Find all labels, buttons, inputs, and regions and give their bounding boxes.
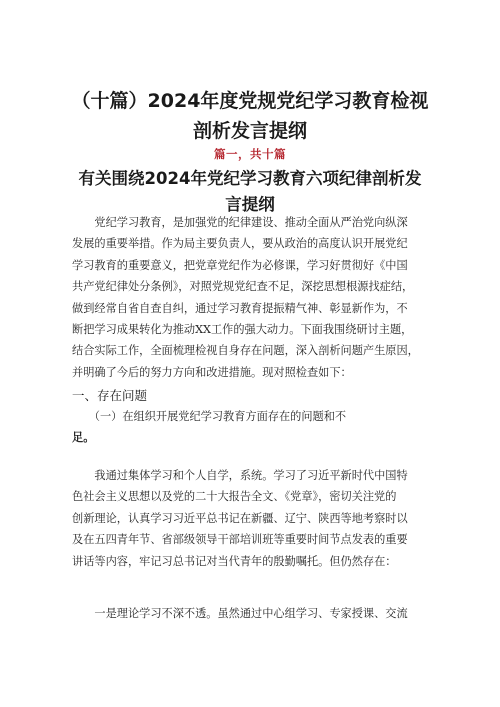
paragraph-line: 结合实际工作，全面梳理检视自身存在问题，深入剖析问题产生原因， — [72, 344, 419, 358]
document-title-line: 剖析发言提纲 — [192, 120, 307, 142]
paragraph-line: 一是理论学习不深不透。虽然通过中心组学习、专家授课、交流 — [72, 607, 408, 620]
study-paragraph — [72, 465, 434, 572]
paragraph-line: 做到经常自省自查自纠，通过学习教育提振精气神、彰显新作为，不 — [72, 301, 408, 315]
paragraph-line: 及在五四青年节、省部级领导干部培训班等重要时间节点发表的重要 — [72, 533, 408, 547]
article-title-line: 言提纲 — [225, 195, 275, 214]
section-label: 篇一，共十篇 — [214, 147, 286, 161]
subsection-heading-line: 足。 — [72, 430, 95, 445]
problem-paragraph — [72, 603, 434, 624]
paragraph-line: 发展的重要举措。作为局主要负责人，要从政治的高度认识开展党纪 — [72, 237, 408, 251]
intro-paragraph — [72, 212, 434, 383]
paragraph-line: 党纪学习教育，是加强党的纪律建设、推动全面从严治党向纵深 — [72, 216, 408, 229]
paragraph-line: 讲话等内容，牢记习总书记对当代青年的殷勤嘱托。但仍然存在： — [72, 554, 397, 568]
paragraph-line: 色社会主义思想以及党的二十大报告全文、《党章》，密切关注党的 — [72, 490, 397, 504]
subsection-heading — [72, 406, 434, 449]
article-title — [50, 166, 450, 218]
paragraph-line: 学习教育的重要意义，把党章党纪作为必修课，学习好贯彻好《中国 — [72, 258, 408, 272]
paragraph-line: 我通过集体学习和个人自学，系统。学习了习近平新时代中国特 — [72, 469, 408, 482]
document-title-line: （十篇）2024年度党规党纪学习教育检视 — [71, 90, 429, 112]
paragraph-line: 创新理论，认真学习习近平总书记在新疆、辽宁、陕西等地考察时以 — [72, 511, 408, 525]
subsection-heading-line: （一）在组织开展党纪学习教育方面存在的问题和不 — [72, 410, 347, 423]
article-title-line: 有关围绕2024年党纪学习教育六项纪律剖析发 — [78, 169, 422, 188]
paragraph-line: 共产党纪律处分条例》，对照党规党纪查不足，深挖思想根源找症结， — [72, 280, 414, 294]
document-title — [40, 86, 460, 146]
paragraph-line: 断把学习成果转化为推动XX工作的强大动力。下面我围绕研讨主题， — [72, 323, 413, 337]
section-heading: 一、存在问题 — [72, 388, 148, 403]
paragraph-line: 并明确了今后的努力方向和改进措施。现对照检查如下： — [72, 365, 352, 379]
